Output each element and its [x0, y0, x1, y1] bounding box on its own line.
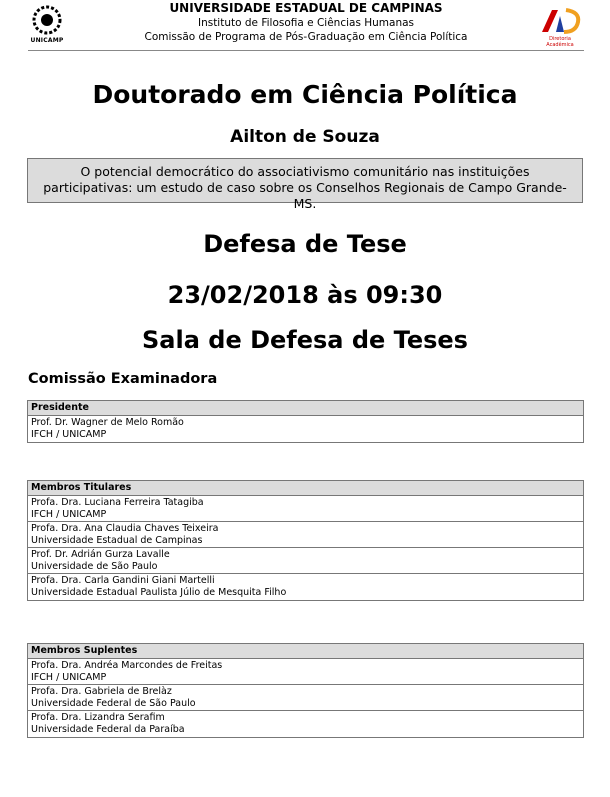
table-row [28, 548, 583, 574]
member-name: Profa. Dra. Lizandra Serafim [31, 712, 165, 723]
dac-logo-caption: Diretoria Acadêmica [546, 36, 574, 48]
program-title: Doutorado em Ciência Política [92, 80, 518, 109]
titulares-table [27, 480, 584, 601]
table-row [28, 711, 583, 737]
thesis-title: O potencial democrático do associativismo comunitário nas instituições participativas: um estudo de caso sobre os Conselhos Regionais de Campo Grande-MS. [43, 164, 567, 211]
table-row [28, 685, 583, 711]
president-table [27, 400, 584, 443]
table-row [28, 416, 583, 442]
member-name: Profa. Dra. Andréa Marcondes de Freitas [31, 660, 223, 671]
member-affiliation: Universidade Estadual Paulista Júlio de Mesquita Filho [31, 587, 287, 598]
document-header [28, 0, 584, 51]
candidate-name: Ailton de Souza [230, 127, 380, 147]
member-affiliation: IFCH / UNICAMP [31, 672, 107, 683]
committee-heading: Comissão Examinadora [28, 371, 218, 387]
unicamp-logo-caption: UNICAMP [30, 37, 64, 44]
member-affiliation: IFCH / UNICAMP [31, 509, 107, 520]
member-name: Profa. Dra. Gabriela de Brelàz [31, 686, 172, 697]
thesis-title-box [27, 158, 583, 211]
member-affiliation: Universidade de São Paulo [31, 561, 158, 572]
table-header: Membros Titulares [28, 481, 583, 496]
table-row [28, 574, 583, 600]
table-row [28, 659, 583, 685]
member-name: Prof. Dr. Wagner de Melo Romão [31, 417, 184, 428]
table-row [28, 496, 583, 522]
event-room: Sala de Defesa de Teses [142, 326, 468, 354]
unicamp-logo [28, 4, 66, 48]
member-name: Profa. Dra. Ana Claudia Chaves Teixeira [31, 523, 219, 534]
institute-name: Instituto de Filosofia e Ciências Humanas [197, 17, 415, 29]
university-name: UNIVERSIDADE ESTADUAL DE CAMPINAS [169, 1, 443, 15]
member-name: Prof. Dr. Adrián Gurza Lavalle [31, 549, 170, 560]
dac-logo [536, 6, 584, 46]
member-affiliation: Universidade Federal da Paraíba [31, 724, 185, 735]
member-name: Profa. Dra. Carla Gandini Giani Martelli [31, 575, 215, 586]
table-row [28, 522, 583, 548]
member-affiliation: Universidade Federal de São Paulo [31, 698, 196, 709]
member-name: Profa. Dra. Luciana Ferreira Tatagiba [31, 497, 204, 508]
event-title: Defesa de Tese [203, 230, 407, 258]
suplentes-table [27, 643, 584, 738]
member-affiliation: IFCH / UNICAMP [31, 429, 107, 440]
table-header: Membros Suplentes [28, 644, 583, 659]
commission-name: Comissão de Programa de Pós-Graduação em Ciência Política [144, 31, 468, 43]
event-datetime: 23/02/2018 às 09:30 [167, 281, 443, 309]
table-header: Presidente [28, 401, 583, 416]
member-affiliation: Universidade Estadual de Campinas [31, 535, 203, 546]
